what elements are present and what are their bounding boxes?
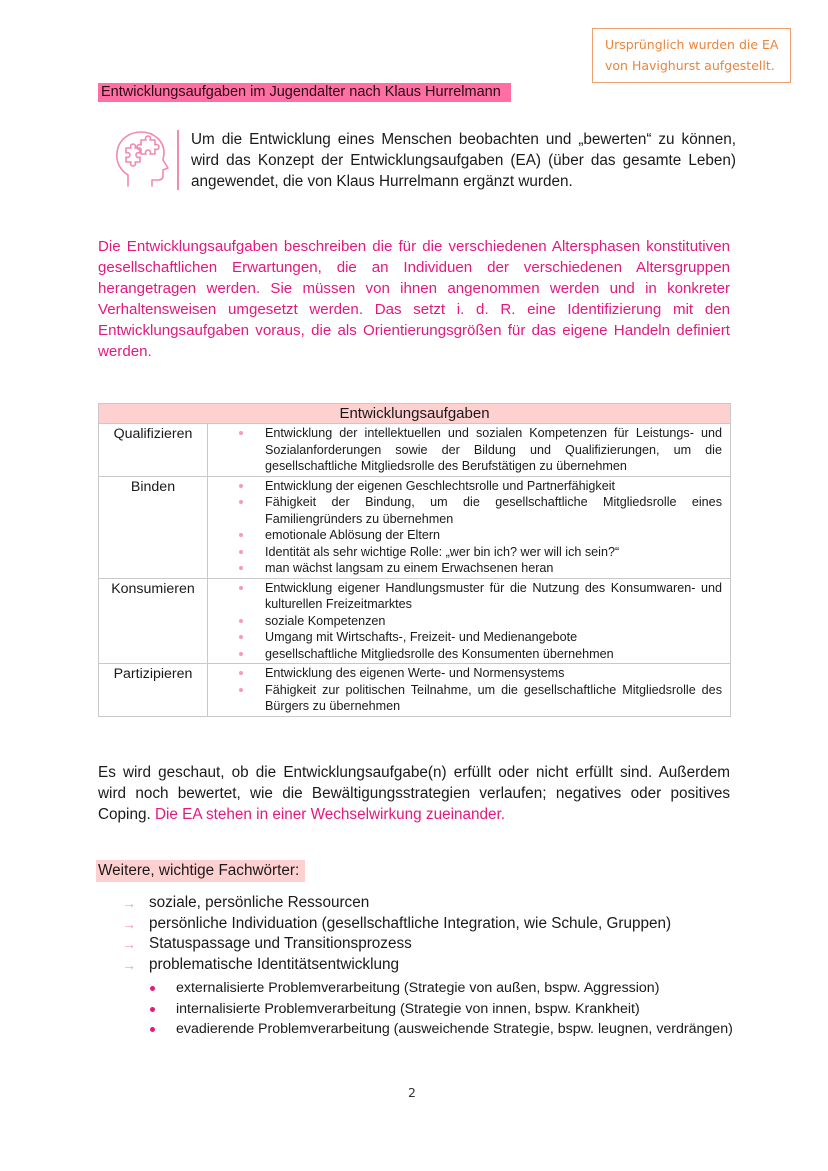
table-row xyxy=(99,578,731,664)
bullet-icon xyxy=(239,566,243,570)
bullet-icon xyxy=(239,533,243,537)
development-tasks-table xyxy=(98,403,731,717)
arrow-right-icon: → xyxy=(122,915,136,932)
bullet-icon xyxy=(239,635,243,639)
list-item: Entwicklung eigener Handlungsmuster für die Nutzung des Konsumwaren- und kulturellen Freizeitmarktes xyxy=(208,580,722,613)
table-header: Entwicklungsaufgaben xyxy=(99,404,731,424)
list-item: externalisierte Problemverarbeitung (Strategie von außen, bspw. Aggression) xyxy=(148,978,733,999)
bullet-icon xyxy=(150,1007,155,1012)
definition-paragraph: Die Entwicklungsaufgaben beschreiben die für die verschiedenen Altersphasen konstitutiven gesellschaftlichen Erwartungen, die an Individuen der verschiedenen Altersgruppen herangetragen werden. Sie müssen von ihnen angenommen werden und in konkreter Verhaltensweisen umgesetzt werden. Das setzt i. d. R. eine Identifizierung mit den Entwicklungsaufgaben voraus, die als Orientierungsgrößen für das eigene Handeln definiert werden. xyxy=(98,238,730,360)
bullet-icon xyxy=(150,986,155,991)
table-row xyxy=(99,424,731,477)
note-line-1: Ursprünglich wurden die EA xyxy=(605,37,779,52)
list-item: → problematische Identitätsentwicklung xyxy=(122,955,671,976)
bullet-icon xyxy=(239,688,243,692)
summary-highlight: Die EA stehen in einer Wechselwirkung zueinander. xyxy=(154,806,506,823)
bullet-icon xyxy=(239,500,243,504)
terms-list xyxy=(122,893,671,975)
arrow-right-icon: → xyxy=(122,936,136,952)
intro-block xyxy=(110,128,735,192)
bullet-icon xyxy=(239,484,243,488)
bullet-icon xyxy=(239,671,243,675)
bullet-icon xyxy=(150,1027,155,1032)
list-item: Umgang mit Wirtschafts-, Freizeit- und Medienangebote xyxy=(208,629,722,646)
subterms-list xyxy=(148,978,733,1040)
list-item: Entwicklung der eigenen Geschlechtsrolle und Partnerfähigkeit xyxy=(208,478,722,495)
list-item: gesellschaftliche Mitgliedsrolle des Konsumenten übernehmen xyxy=(208,646,722,663)
note-line-2: von Havighurst aufgestellt. xyxy=(605,58,775,73)
summary-paragraph xyxy=(98,762,730,825)
page-title: Entwicklungsaufgaben im Jugendalter nach Klaus Hurrelmann xyxy=(98,83,511,102)
list-item: Entwicklung des eigenen Werte- und Normensystems xyxy=(208,665,722,682)
page-number: 2 xyxy=(408,1085,416,1100)
head-puzzle-icon xyxy=(110,128,172,190)
list-item: internalisierte Problemverarbeitung (Strategie von innen, bspw. Krankheit) xyxy=(148,999,733,1020)
list-item: soziale Kompetenzen xyxy=(208,613,722,630)
list-item: Entwicklung der intellektuellen und sozialen Kompetenzen für Leistungs- und Sozialanforderungen sowie der Bildung und Qualifizierungen, um die gesellschaftliche Mitgliedsrolle des Berufstätigen zu übernehmen xyxy=(208,425,722,475)
bullet-icon xyxy=(239,586,243,590)
table-row xyxy=(99,476,731,578)
bullet-icon xyxy=(239,431,243,435)
summary-text: Es wird geschaut, ob die Entwicklungsaufgabe(n) erfüllt oder nicht erfüllt sind. Außerdem wird noch bewertet, wie die Bewältigungsstrategien verlaufen; negatives oder positives Coping. xyxy=(98,764,730,823)
table-row xyxy=(99,664,731,717)
bullet-icon xyxy=(239,652,243,656)
terms-heading: Weitere, wichtige Fachwörter: xyxy=(96,860,305,882)
category-cell: Konsumieren xyxy=(99,578,208,664)
list-item: man wächst langsam zu einem Erwachsenen heran xyxy=(208,560,722,577)
list-item: → Statuspassage und Transitionsprozess xyxy=(122,934,671,955)
list-item: Fähigkeit zur politischen Teilnahme, um die gesellschaftliche Mitgliedsrolle des Bürgers zu übernehmen xyxy=(208,682,722,715)
list-item: Fähigkeit der Bindung, um die gesellschaftliche Mitgliedsrolle eines Familiengründers zu übernehmen xyxy=(208,494,722,527)
arrow-right-icon: → xyxy=(122,956,136,973)
category-cell: Qualifizieren xyxy=(99,424,208,477)
list-item: → soziale, persönliche Ressourcen xyxy=(122,893,671,914)
category-cell: Partizipieren xyxy=(99,664,208,717)
annotation-note xyxy=(592,28,791,83)
bullet-icon xyxy=(239,550,243,554)
list-item: Identität als sehr wichtige Rolle: „wer bin ich? wer will ich sein?“ xyxy=(208,544,722,561)
list-item: emotionale Ablösung der Eltern xyxy=(208,527,722,544)
arrow-right-icon: → xyxy=(122,895,136,911)
accent-bar xyxy=(177,130,179,190)
list-item: → persönliche Individuation (gesellschaftliche Integration, wie Schule, Gruppen) xyxy=(122,914,671,935)
list-item: evadierende Problemverarbeitung (ausweichende Strategie, bspw. leugnen, verdrängen) xyxy=(148,1019,733,1040)
bullet-icon xyxy=(239,619,243,623)
category-cell: Binden xyxy=(99,476,208,578)
intro-text: Um die Entwicklung eines Menschen beobachten und „bewerten“ zu können, wird das Konzept der Entwicklungsaufgaben (EA) (über das gesamte Leben) angewendet, die von Klaus Hurrelmann ergänzt wurden. xyxy=(191,131,736,190)
